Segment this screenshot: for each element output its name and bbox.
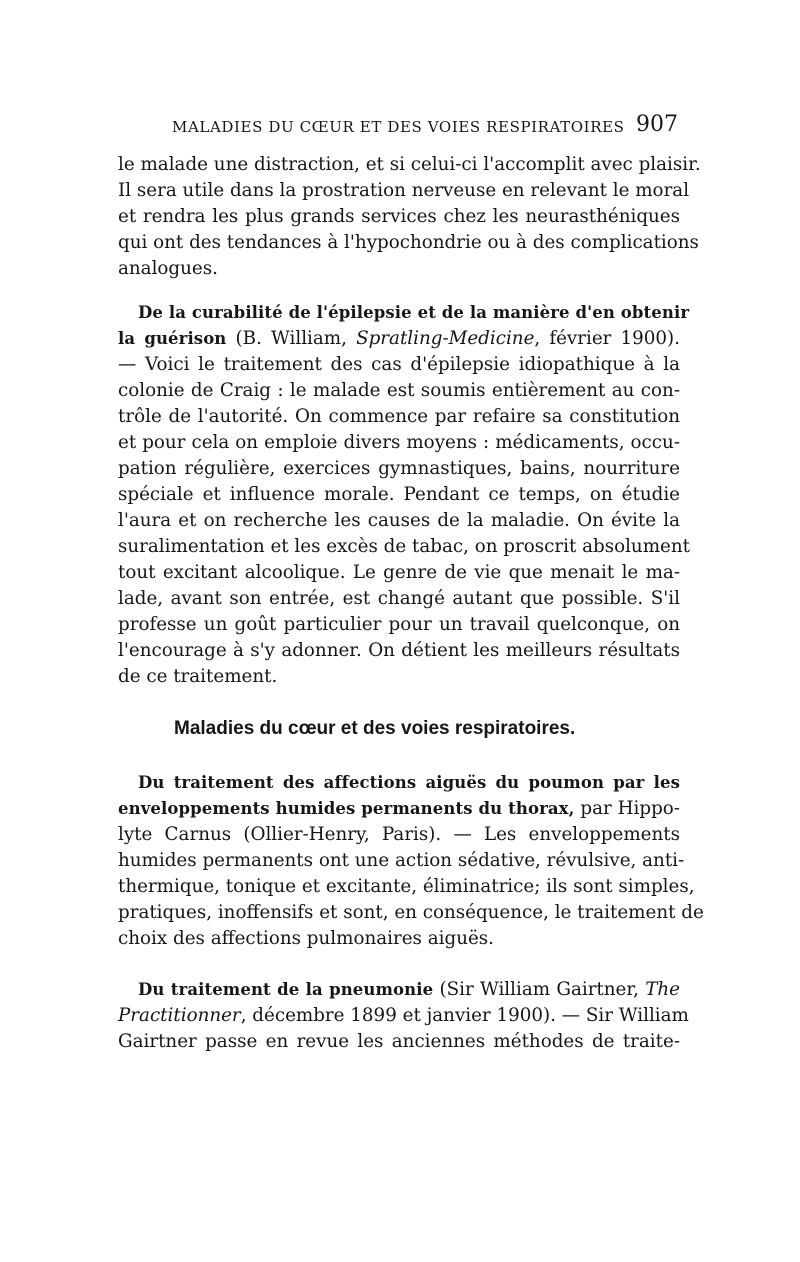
text-line: Il sera utile dans la prostration nerveuse en relevant le moral [118,180,690,201]
text-line: et rendra les plus grands services chez les neurasthéniques [118,206,680,227]
text-line: pation régulière, exercices gymnastiques, bains, nourriture [118,458,680,479]
reference-author: (Sir William Gairtner, [433,979,646,1000]
article-title: Du traitement de la pneumonie [138,980,434,999]
text-line: trôle de l'autorité. On commence par refaire sa constitution [118,406,680,427]
text-line: thermique, tonique et excitante, éliminatrice; ils sont simples, [118,876,695,897]
text-line: lade, avant son entrée, est changé autant que possible. S'il [118,588,680,609]
journal-name-cont: Practitionner [118,1005,241,1026]
text-line: choix des affections pulmonaires aiguës. [118,928,494,949]
article-title-cont: la guérison [118,329,227,348]
journal-name: The [645,979,680,1000]
text-line: l'aura et on recherche les causes de la maladie. On évite la [118,510,680,531]
article-title: Du traitement des affections aiguës du poumon par les [138,773,680,792]
text-line: — Voici le traitement des cas d'épilepsie idiopathique à la [118,354,680,375]
text-line: humides permanents ont une action sédative, révulsive, anti- [118,850,685,871]
text-line: pratiques, inoffensifs et sont, en conséquence, le traitement de [118,902,704,923]
text-line: de ce traitement. [118,666,278,687]
running-title: MALADIES DU CŒUR ET DES VOIES RESPIRATOIRES [172,118,625,136]
section-heading: Maladies du cœur et des voies respiratoires. [174,718,576,739]
text-line: suralimentation et les excès de tabac, on proscrit absolument [118,536,690,557]
page-number: 907 [636,112,678,137]
text-line: qui ont des tendances à l'hypochondrie ou à des complications [118,232,699,253]
text-line: lyte Carnus (Ollier-Henry, Paris). — Les enveloppements [118,824,680,845]
text-line: analogues. [118,258,218,279]
article-title: De la curabilité de l'épilepsie et de la manière d'en obtenir [138,303,690,322]
reference-author: par Hippo- [574,798,680,819]
text-line: spéciale et influence morale. Pendant ce temps, on étudie [118,484,680,505]
text-line [118,326,680,352]
text-line: professe un goût particulier pour un travail quelconque, on [118,614,680,635]
text-line: colonie de Craig : le malade est soumis entièrement au con- [118,380,680,401]
article-title-line [138,300,690,326]
journal-name: Spratling-Medicine [356,328,535,349]
article-title-line [138,977,680,1003]
reference-date: , décembre 1899 et janvier 1900). — Sir William [240,1005,689,1026]
text-line: et pour cela on emploie divers moyens : médicaments, occu- [118,432,680,453]
text-line: l'encourage à s'y adonner. On détient les meilleurs résultats [118,640,680,661]
article-title-cont: enveloppements humides permanents du thorax, [118,799,575,818]
text-line [118,796,680,822]
text-line: tout excitant alcoolique. Le genre de vie que menait le ma- [118,562,680,583]
reference-author: (B. William, [235,328,357,349]
text-line: Gairtner passe en revue les anciennes méthodes de traite- [118,1031,680,1052]
reference-date: , février 1900). [534,328,680,349]
text-line [118,1003,689,1029]
running-head [118,112,680,142]
text-line: le malade une distraction, et si celui-ci l'accomplit avec plaisir. [118,154,701,175]
article-title-line [138,770,680,796]
